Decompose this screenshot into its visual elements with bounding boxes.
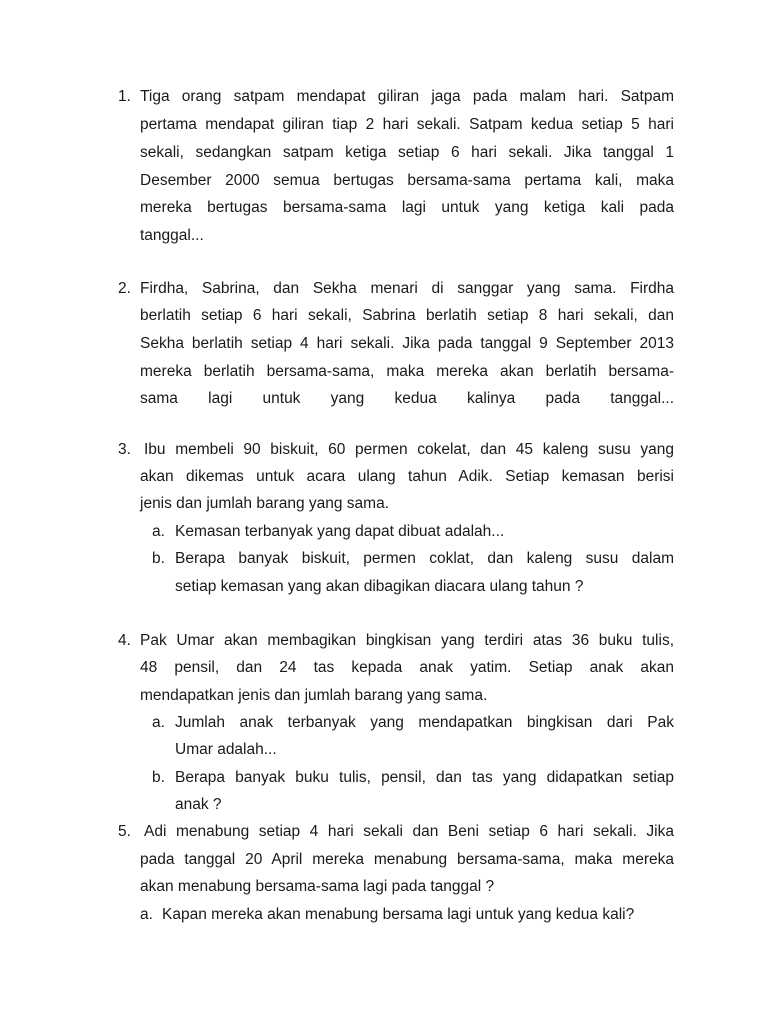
question-text-line: mereka berlatih bersama-sama, maka mereka akan berlatih bersama-: [140, 363, 674, 380]
question-text-line: Desember 2000 semua bertugas bersama-sama pertama kali, maka: [140, 172, 674, 189]
sub-question-text-line: Berapa banyak buku tulis, pensil, dan tas yang didapatkan setiap: [175, 769, 674, 786]
sub-question-text-line: Kemasan terbanyak yang dapat dibuat adalah...: [175, 523, 505, 540]
question-number: 2.: [118, 280, 131, 297]
question-text-line: mendapatkan jenis dan jumlah barang yang sama.: [140, 687, 488, 704]
question-text-line: sama lagi untuk yang kedua kalinya pada tanggal...: [140, 390, 674, 407]
question-text-line: Ibu membeli 90 biskuit, 60 permen cokelat, dan 45 kaleng susu yang: [144, 441, 674, 458]
question-text-line: akan dikemas untuk acara ulang tahun Adik. Setiap kemasan berisi: [140, 468, 674, 485]
question-text-line: mereka bertugas bersama-sama lagi untuk yang ketiga kali pada: [140, 199, 674, 216]
sub-question-text-line: Jumlah anak terbanyak yang mendapatkan bingkisan dari Pak: [175, 714, 674, 731]
question-text-line: berlatih setiap 6 hari sekali, Sabrina berlatih setiap 8 hari sekali, dan: [140, 307, 674, 324]
question-text-line: sekali, sedangkan satpam ketiga setiap 6 hari sekali. Jika tanggal 1: [140, 144, 674, 161]
sub-question-text-line: Berapa banyak biskuit, permen coklat, dan kaleng susu dalam: [175, 550, 674, 567]
sub-question-letter: b.: [152, 550, 165, 567]
question-text-line: pada tanggal 20 April mereka menabung bersama-sama, maka mereka: [140, 851, 674, 868]
question-text-line: akan menabung bersama-sama lagi pada tanggal ?: [140, 878, 495, 895]
question-text-line: pertama mendapat giliran tiap 2 hari sekali. Satpam kedua setiap 5 hari: [140, 116, 674, 133]
question-number: 5.: [118, 823, 131, 840]
question-text-line: Adi menabung setiap 4 hari sekali dan Beni setiap 6 hari sekali. Jika: [144, 823, 674, 840]
question-text-line: 48 pensil, dan 24 tas kepada anak yatim. Setiap anak akan: [140, 659, 674, 676]
question-text-line: Firdha, Sabrina, dan Sekha menari di sanggar yang sama. Firdha: [140, 280, 674, 297]
sub-question-text-line: Kapan mereka akan menabung bersama lagi untuk yang kedua kali?: [162, 906, 635, 923]
question-text-line: Tiga orang satpam mendapat giliran jaga pada malam hari. Satpam: [140, 88, 674, 105]
sub-question-text-line: setiap kemasan yang akan dibagikan diacara ulang tahun ?: [175, 578, 584, 595]
sub-question-letter: b.: [152, 769, 165, 786]
question-number: 1.: [118, 88, 131, 105]
sub-question-text-line: anak ?: [175, 796, 222, 813]
sub-question-text-line: Umar adalah...: [175, 741, 277, 758]
question-text-line: Sekha berlatih setiap 4 hari sekali. Jika pada tanggal 9 September 2013: [140, 335, 674, 352]
question-number: 4.: [118, 632, 131, 649]
question-text-line: jenis dan jumlah barang yang sama.: [140, 495, 390, 512]
sub-question-letter: a.: [140, 906, 153, 923]
sub-question-letter: a.: [152, 523, 165, 540]
sub-question-letter: a.: [152, 714, 165, 731]
question-text-line: Pak Umar akan membagikan bingkisan yang terdiri atas 36 buku tulis,: [140, 632, 674, 649]
question-text-line: tanggal...: [140, 227, 204, 244]
question-number: 3.: [118, 441, 131, 458]
